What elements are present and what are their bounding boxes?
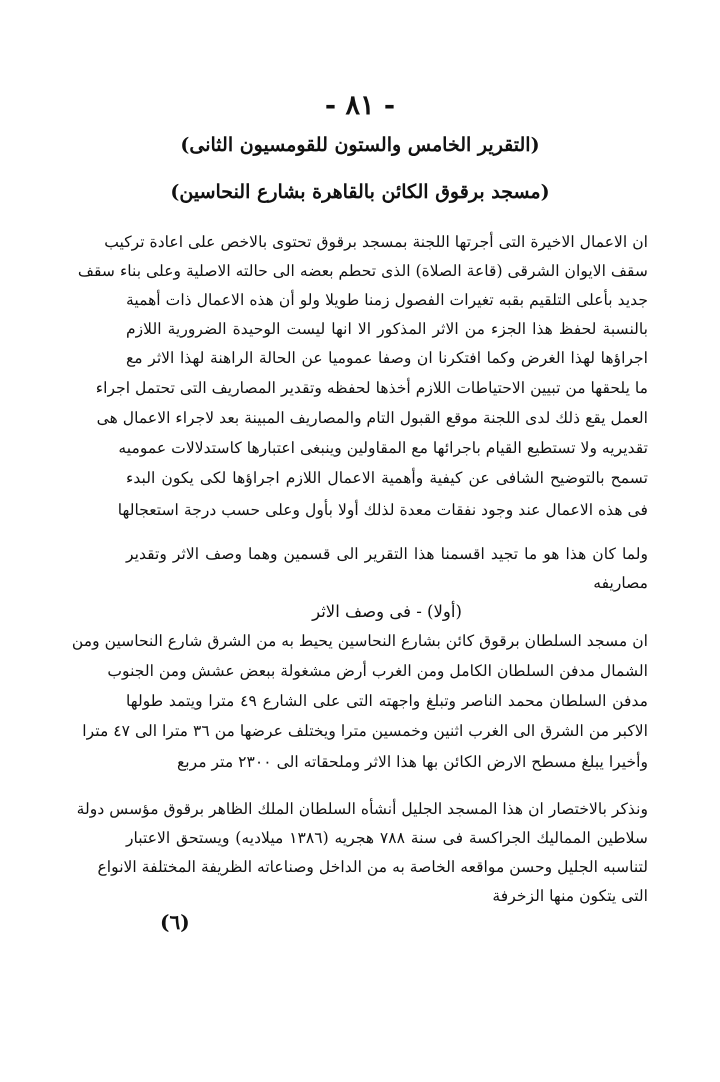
text-line: مدفن السلطان محمد الناصر وتبلغ واجهته التى على الشارع ٤٩ مترا ويتمد طولها bbox=[126, 692, 648, 710]
text-line: ونذكر بالاختصار ان هذا المسجد الجليل أنشأه السلطان الملك الظاهر برقوق مؤسس دولة bbox=[76, 800, 648, 818]
text-line: اجراؤها لهذا الغرض وكما افتكرنا ان وصفا عموميا عن الحالة الراهنة لهذا الاثر مع bbox=[126, 349, 648, 367]
text-line: وأخيرا يبلغ مسطح الارض الكائن بها هذا الاثر وملحقاته الى ٢٣٠٠ متر مربع bbox=[176, 753, 648, 771]
text-line: الشمال مدفن السلطان الكامل ومن الغرب أرض مشغولة ببعض عشش ومن الجنوب bbox=[107, 662, 648, 680]
text-line: ولما كان هذا هو ما تجيد اقسمنا هذا التقرير الى قسمين وهما وصف الاثر وتقدير bbox=[126, 545, 648, 563]
text-line: التى يتكون منها الزخرفة bbox=[492, 887, 648, 905]
text-line: العمل يقع ذلك لدى اللجنة موقع القبول التام والمصاريف المبينة بعد لاجراء الاعمال هى bbox=[96, 409, 648, 427]
report-heading: (التقرير الخامس والستون للقومسيون الثانى) bbox=[180, 134, 540, 156]
text-line: ما يلحقها من تبيين الاحتياطات اللازم أخذها لحفظه وتقدير المصاريف التى تحتمل اجراء bbox=[95, 379, 648, 397]
page-number: - ٨١ - bbox=[324, 90, 396, 121]
text-line: ان الاعمال الاخيرة التى أجرتها اللجنة بمسجد برقوق تحتوى بالاخص على اعادة تركيب bbox=[104, 233, 648, 251]
text-line: ان مسجد السلطان برقوق كائن بشارع النحاسين يحيط به من الشرق شارع النحاسين ومن bbox=[71, 632, 648, 650]
report-subheading: (مسجد برقوق الكائن بالقاهرة بشارع النحاسين) bbox=[170, 181, 550, 203]
text-line: تقديريه ولا تستطيع القيام باجرائها مع المقاولين وينبغى اعتبارها كاستدلالات عموميه bbox=[118, 439, 648, 457]
text-line: الاكبر من الشرق الى الغرب اثنين وخمسين مترا ويختلف عرضها من ٣٦ مترا الى ٤٧ مترا bbox=[82, 722, 648, 740]
text-line: فى هذه الاعمال عند وجود نفقات معدة لذلك أولا بأول وعلى حسب درجة استعجالها bbox=[117, 501, 648, 519]
section-title: (أولا) - فى وصف الاثر bbox=[312, 602, 462, 621]
text-line: لتناسبه الجليل وحسن مواقعه الخاصة به من الداخل وصناعاته الظريفة المختلفة الانواع bbox=[97, 858, 648, 876]
text-line: تسمح بالتوضيح الشافى عن كيفية وأهمية الاعمال اللازم اجراؤها لكى يكون البدء bbox=[126, 469, 648, 487]
footnote-mark: (٦) bbox=[160, 910, 190, 934]
text-line: جديد بأعلى التلقيم بقبه تغيرات الفصول زمنا طويلا ولو أن هذه الاعمال ذات أهمية bbox=[126, 291, 648, 309]
text-line: سقف الايوان الشرقى (قاعة الصلاة) الذى تحطم بعضه الى حالته الاصلية وعلى بناء سقف bbox=[77, 262, 648, 280]
text-line: سلاطين المماليك الجراكسة فى سنة ٧٨٨ هجريه (١٣٨٦ ميلاديه) ويستحق الاعتبار bbox=[126, 829, 648, 847]
text-line: مصاريفه bbox=[593, 574, 648, 592]
text-line: بالنسبة لحفظ هذا الجزء من الاثر المذكور الا انها ليست الوحيدة الضرورية اللازم bbox=[126, 320, 648, 338]
